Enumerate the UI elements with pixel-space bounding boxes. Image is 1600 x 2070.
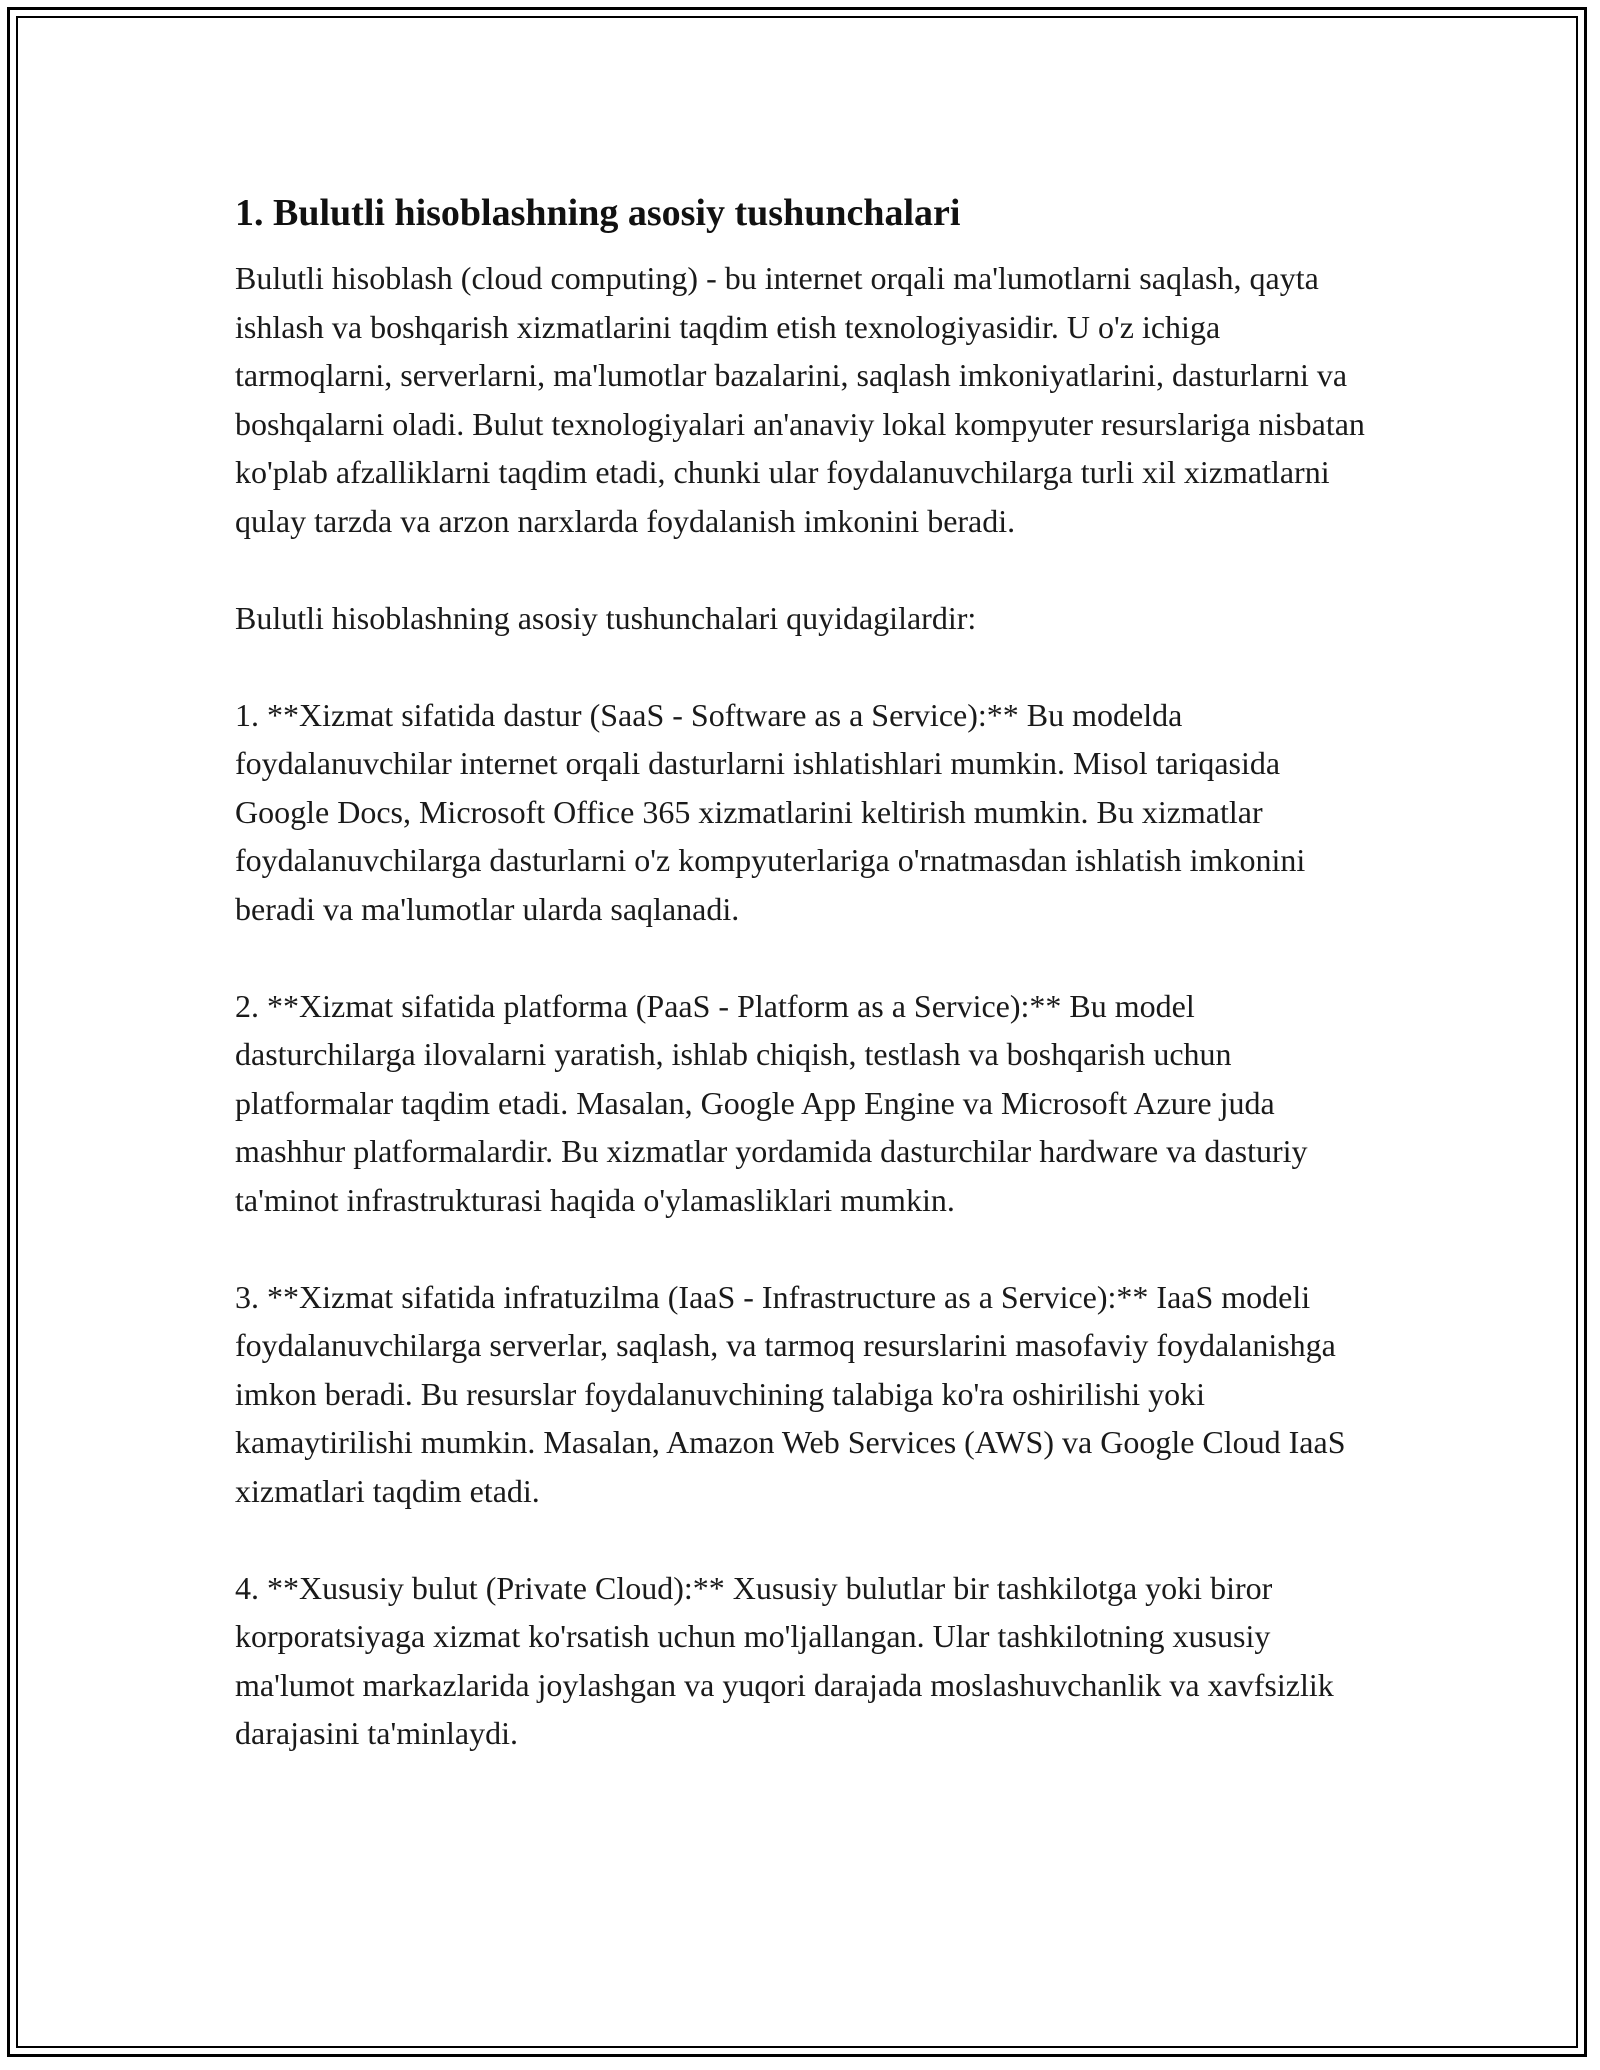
section-heading: 1. Bulutli hisoblashning asosiy tushunchalari (235, 192, 961, 234)
paas-paragraph: 2. **Xizmat sifatida platforma (PaaS - Platform as a Service):** Bu model dasturchilarga ilovalarni yaratish, ishlab chiqish, testlash va boshqarish uchun platformalar taqdim etadi. Masalan, Google App Engine va Microsoft Azure juda mashhur platformalardir. Bu xizmatlar yordamida dasturchilar hardware va dasturiy ta'minot infrastrukturasi haqida o'ylamasliklari mumkin. (235, 987, 1308, 1218)
intro-paragraph: Bulutli hisoblash (cloud computing) - bu internet orqali ma'lumotlarni saqlash, qayta ishlash va boshqarish xizmatlarini taqdim etish texnologiyasidir. U o'z ichiga tarmoqlarni, serverlarni, ma'lumotlar bazalarini, saqlash imkoniyatlarini, dasturlarni va boshqalarni oladi. Bulut texnologiyalari an'anaviy lokal kompyuter resurslariga nisbatan ko'plab afzalliklarni taqdim etadi, chunki ular foydalanuvchilarga turli xil xizmatlarni qulay tarzda va arzon narxlarda foydalanish imkonini beradi. (235, 260, 1365, 539)
private-cloud-paragraph: 4. **Xususiy bulut (Private Cloud):** Xususiy bulutlar bir tashkilotga yoki biror korporatsiyaga xizmat ko'rsatish uchun mo'ljallangan. Ular tashkilotning xususiy ma'lumot markazlarida joylashgan va yuqori darajada moslashuvchanlik va xavfsizlik darajasini ta'minlaydi. (235, 1569, 1334, 1751)
concepts-lead-paragraph: Bulutli hisoblashning asosiy tushunchalari quyidagilardir: (235, 599, 977, 636)
document-body (235, 188, 1370, 1806)
iaas-paragraph: 3. **Xizmat sifatida infratuzilma (IaaS - Infrastructure as a Service):** IaaS modeli foydalanuvchilarga serverlar, saqlash, va tarmoq resurslarini masofaviy foydalanishga imkon beradi. Bu resurslar foydalanuvchining talabiga ko'ra oshirilishi yoki kamaytirilishi mumkin. Masalan, Amazon Web Services (AWS) va Google Cloud IaaS xizmatlari taqdim etadi. (235, 1278, 1346, 1509)
saas-paragraph: 1. **Xizmat sifatida dastur (SaaS - Software as a Service):** Bu modelda foydalanuvchilar internet orqali dasturlarni ishlatishlari mumkin. Misol tariqasida Google Docs, Microsoft Office 365 xizmatlarini keltirish mumkin. Bu xizmatlar foydalanuvchilarga dasturlarni o'z kompyuterlariga o'rnatmasdan ishlatish imkonini beradi va ma'lumotlar ularda saqlanadi. (235, 696, 1306, 927)
